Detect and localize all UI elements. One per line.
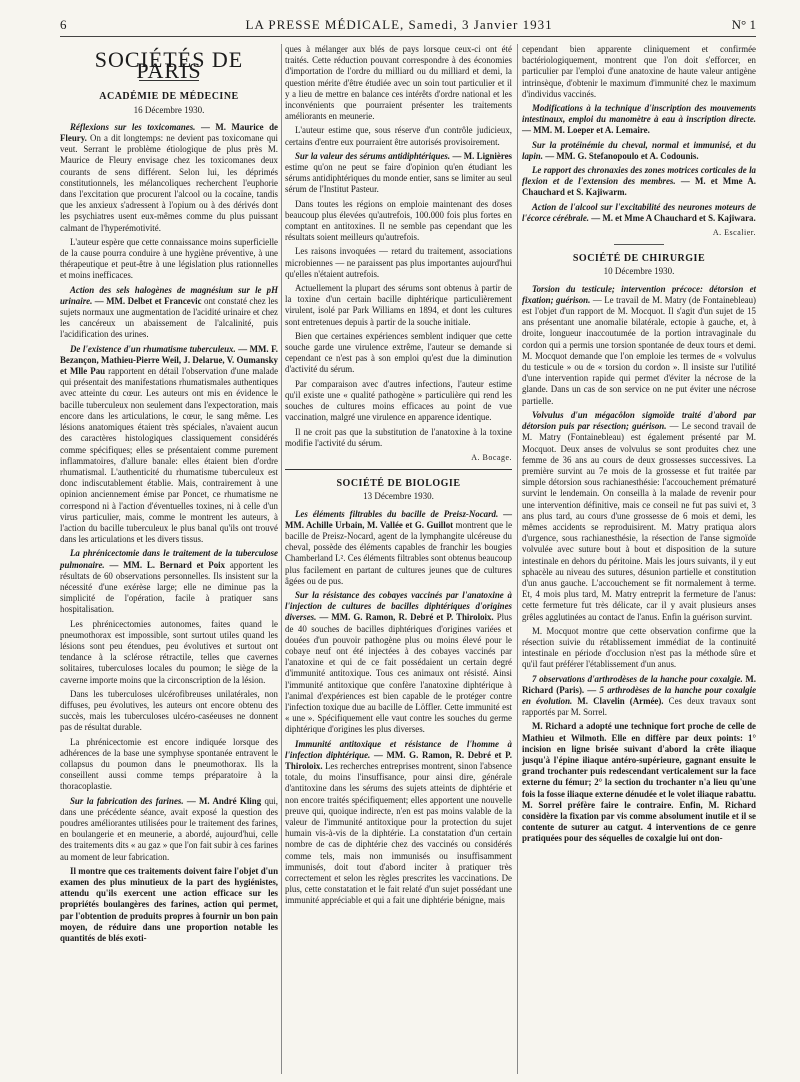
issue-number: N° 1: [731, 17, 756, 32]
column-2: [285, 44, 512, 910]
article: Sur la résistance des cobayes vaccinés par l'anatoxine à l'injection de cultures de bacilles diphtériques d'origines diverses. — MM. G. Ramon, R. Debré et P. Thiroloix. Plus de 40 souches de bacilles diphtériques d'origines variées et douées d'un pouvoir pathogène plus ou moins élevé pour le cobaye neuf ont été injectées à des cobayes vaccinés par l'anatoxine et qui de ce fait possédaient un certain degré d'immunité antitoxique. Tous ces animaux ont résisté. Ainsi l'immunité antitoxique que confère l'anatoxine diphtérique à l'animal d'expériences est bien capable de le protéger contre l'infection toxique due au bacille de Löffler. Cette immunité est « une ». Spécifiquement elle vaut contre les souches du germe diphtérique d'origines les plus diverses.: [285, 589, 513, 735]
page-header: [60, 16, 756, 34]
signature: A. Escalier.: [712, 228, 756, 238]
paragraph: Bien que certaines expériences semblent indiquer que cette souche garde une virulence extrême, l'auteur se demande si cependant ce n'est pas à son emploi qu'est due la diminution d'activité du sérum.: [285, 330, 512, 375]
article: Les éléments filtrables du bacille de Preisz-Nocard. — MM. Achille Urbain, M. Vallée et G. Guillot montrent que le bacille de Preisz-Nocard, agent de la lymphangite ulcéreuse du cheval, possède des éléments capables de franchir les bougies Chamberland L². Ces éléments filtrables sont obtenus beaucoup plus facilement en partant de cultures jeunes que de cultures âgées ou de pus.: [285, 508, 513, 586]
paragraph: cependant bien apparente cliniquement et confirmée bactériologiquement, montrent que l'on doit s'efforcer, en particulier par l'emploi d'une anatoxine de haute valeur antigène intrinsèque, d'obtenir le maximum d'immunité chez le maximum d'individus vaccinés.: [522, 44, 756, 99]
paragraph: L'auteur estime que, sous réserve d'un contrôle judicieux, certains d'entre eux pourraient être autorisés provisoirement.: [285, 125, 512, 147]
session-date: 16 Décembre 1930.: [133, 104, 205, 115]
journal-title: LA PRESSE MÉDICALE, Samedi, 3 Janvier 1931: [245, 17, 553, 32]
article: Réflexions sur les toxicomanes. — M. Maurice de Fleury. On a dit longtemps: ne devient pas toxicomane qui veut. Serrant le problème étiologique de plus près M. Maurice de Fleury envisage chez les toxicomanes deux courants de sens différent. Selon lui, les déprimés constitutionnels, les mélancoliques recherchent l'euphorie dans l'excitation que procurent l'alcool ou la cocaïne, tandis que les anxieux s'adressent à l'opium ou à des dérivés dont les psychiatres usent eux-mêmes comme du plus puissant calmant de l'hyperémotivité.: [60, 121, 279, 233]
paragraph: Dans toutes les régions on emploie maintenant des doses beaucoup plus élevées qu'autrefois, 100.000 fois plus fortes en comptant en antitoxines. Il ne semble pas cependant que les résultats soient meilleurs qu'autrefois.: [285, 198, 512, 243]
article: Le rapport des chronaxies des zones motrices corticales de la flexion et de l'extension des membres. — M. et Mme A. Chauchard et S. Kajiwarm.: [522, 165, 756, 198]
article: Immunité antitoxique et résistance de l'homme à l'infection diphtérique. — MM. G. Ramon, R. Debré et P. Thiroloix. Les recherches entreprises montrent, sinon l'absence totale, du moins l'insuffisance, pour ainsi dire, générale d'antitoxine dans les sérums des sujets atteints de diphtérie et non encore traités spécifiquement; elles apportent une nouvelle preuve qui, quoique indirecte, n'en est pas moins valable de la valeur de l'immunité antitoxique pour la protection du sujet humain vis-à-vis de la diphtérie. La constatation d'un certain nombre de cas de diphtérie chez des vaccinés ou considérés comme tels, mais non immunisés ou insuffisamment immunisés, doit tout d'abord inciter à pratiquer très correctement et selon les règles prescrites les vaccinations. De plus, cette constatation et le fait relaté d'un sujet possédant une immunité appréciable et qui a fait une diphtérie bénigne, mais: [285, 738, 513, 906]
paragraph: Il montre que ces traitements doivent faire l'objet d'un examen des plus minutieux de la part des hygiénistes, attendu qu'ils exercent une action efficace sur les propriétés boulangères des farines, action qui permet, par l'obtention de produits propres à fournir un bon pain moyen, de réduire dans une proportion notable les quantités de blés exoti-: [60, 865, 278, 944]
session-date: 10 Décembre 1930.: [603, 266, 675, 277]
article: Sur la valeur des sérums antidiphtériques. — M. Lignières estime qu'on ne peut se faire d'opinion qu'en étudiant les sérums antidiphtériques du monde entier, sans se limiter au seul sérum de l'Institut Pasteur.: [285, 150, 513, 195]
divider: [285, 469, 512, 470]
section-title: SOCIÉTÉS DE PARIS: [94, 47, 244, 84]
paragraph: M. Mocquot montre que cette observation confirme que la résection suivie du rétablissement immédiat de la continuité intestinale en période d'occlusion n'est pas la méthode sûre et qu'il faut préférer l'établissement d'un anus.: [522, 625, 756, 670]
paragraph: Dans les tuberculoses ulcérofibreuses unilatérales, non diffuses, peu évolutives, les auteurs ont encore obtenu des succès, mais les tuberculoses ulcéro-caséeuses ne donnent pas de résultat durable.: [60, 688, 278, 733]
article: Volvulus d'un mégacôlon sigmoïde traité d'abord par détorsion puis par résection; guérison. — Le second travail de M. Matry (Fontainebleau) est également présenté par M. Mocquot. Deux anses de volvulus se sont produites chez une femme de 36 ans au cours de deux grossesses successives. La première survint au 7e mois de la grossesse et fut traitée par simple détorsion sous rachianesthésie: l'accouchement prématuré survint le lendemain. On conseilla à la malade de revenir pour une intervention définitive, mais ce conseil ne fut pas suivi et, 3 ans plus tard, au cours d'une grossesse de 6 mois et demi, les mêmes accidents se reproduisirent. M. Matry pratiqua alors d'urgence, sous rachianesthésie, la résection de l'anse sigmoïde volvulée avec suture bout à bout et disposition de la suture intestinale en dehors du péritoine. Mais les jours suivants, il y eut sphacèle au niveau des sutures, désunion partielle et constitution d'un anus gauche. L'accouchement se fit normalement à terme. Et, 4 mois plus tard, M. Matry entreprit la fermeture de l'anus: cette fermeture fut très délicate, car il y avait plusieurs anses grêles agglutinées au contact de l'anus. Enfin la guérison survint.: [522, 409, 756, 622]
column-1: [60, 44, 278, 947]
article: Modifications à la technique d'inscription des mouvements intestinaux, emploi du manomètre à eau à inscription directe. — MM. M. Loeper et A. Lemaire.: [522, 103, 756, 136]
column-divider: [281, 44, 282, 1074]
paragraph: Il ne croit pas que la substitution de l'anatoxine à la toxine modifie l'activité du sérum.: [285, 426, 512, 448]
society-heading: SOCIÉTÉ DE CHIRURGIE: [572, 253, 706, 265]
paragraph: Les phrénicectomies autonomes, faites quand le pneumothorax est impossible, sont surtout utiles quand les lésions sont peu étendues, peu évolutives et surtout ont tendance à la sclérose rétractile, telles que cavernes solitaires, tuberculoses locales du poumon; le siège de la caverne importe moins que la circonscription de la lésion.: [60, 618, 278, 685]
paragraph: M. Richard a adopté une technique fort proche de celle de Mathieu et Wilmoth. Elle en diffère par deux points: 1° incision en ligne brisée suivant d'abord la crête iliaque jusqu'à l'épine iliaque antéro-supérieure, gagnant ensuite le grand trochanter puis redescendant verticalement sur la face externe du fémur; 2° la section du trochanter n'a lieu qu'une fois la fosse iliaque externe dénudée et le volet iliaque rabattu. M. Sorrel préfère faire le contraire. Enfin, M. Richard considère la fixation par vis comme absolument inutile et il se contente de suturer au catgut. 4 interventions de ce genre pratiquées pour des séquelles de coxalgie lui ont don-: [522, 721, 756, 844]
article: Torsion du testicule; intervention précoce: détorsion et fixation; guérison. — Le travail de M. Matry (de Fontainebleau) est l'objet d'un rapport de M. Mocquot. Il s'agit d'un sujet de 15 ans présentant une anomalie bilatérale, ectopie à gauche, et, à droite, longueur inaccoutumée de la portion intravaginale du cordon qui a permis une torsion spontanée de deux tours et demi. M. Mocquot demande que l'on emploie les termes de « volvulus du testicule » ou de « torsion du cordon ». Il insiste sur l'utilité d'une intervention rapide qui permet d'éviter la nécrose de la glande. Dans un cas de son service on ne put éviter une nécrose partielle.: [522, 283, 756, 406]
paragraph: La phrénicectomie est encore indiquée lorsque des adhérences de la base une symphyse spontanée entravent le collapsus du poumon dans le pneumothorax. Ils la conseillent aussi comme temps préparatoire à la thoracoplastie.: [60, 736, 278, 792]
article: Sur la fabrication des farines. — M. André Kling qui, dans une précédente séance, avait exposé la question des poudres améliorantes utilisées pour le traitement des farines, en boulangerie et en meunerie, a abordé, aujourd'hui, celle des traitements dits « au gaz » que l'on fait subir à ces farines au moment de leur fabrication.: [60, 795, 279, 862]
signature: A. Bocage.: [471, 452, 512, 462]
divider: [614, 244, 664, 245]
society-heading: ACADÉMIE DE MÉDECINE: [99, 91, 239, 103]
column-divider: [517, 44, 518, 1074]
paragraph: Actuellement la plupart des sérums sont obtenus à partir de la toxine d'un certain bacille diphtérique particulièrement virulent, isolé par Park Williams en 1894, et dont les cultures sont entretenues depuis à partir de la souche initiale.: [285, 283, 512, 327]
article: Action des sels halogènes de magnésium sur le pH urinaire. — MM. Delbet et Francevic ont constaté chez les sujets normaux une augmentation de l'acidité urinaire et chez les cancéreux un abaissement de l'alcalinité, puis l'acidification des urines.: [60, 284, 279, 340]
society-heading: SOCIÉTÉ DE BIOLOGIE: [336, 478, 461, 490]
paragraph: ques à mélanger aux blés de pays lorsque ceux-ci ont été traités. Cette réduction pouvant correspondre à des économies d'importation de l'ordre du milliard ou du milliard et demi, la question mérite d'être étudiée avec un soin tout particulier et il y a lieu de mettre en balance ces intérêts d'ordre national et les inconvénients que pourraient présenter les traitements améliorants en meunerie.: [285, 44, 512, 122]
paragraph: Les raisons invoquées — retard du traitement, associations microbiennes — ne paraissent pas plus importantes aujourd'hui qu'elles n'étaient autrefois.: [285, 246, 512, 279]
article: 7 observations d'arthrodèses de la hanche pour coxalgie. M. Richard (Paris). — 5 arthrodèses de la hanche pour coxalgie en évolution. M. Clavelin (Armée). Ces deux travaux sont rapportés par M. Sorrel.: [522, 673, 757, 718]
header-rule: [60, 36, 756, 37]
article: Action de l'alcool sur l'excitabilité des neurones moteurs de l'écorce cérébrale. — M. et Mme A Chauchard et S. Kajiwara.: [522, 201, 756, 223]
article: La phrénicectomie dans le traitement de la tuberculose pulmonaire. — MM. L. Bernard et Poix apportent les résultats de 60 observations personnelles. Ils insistent sur la nécessité d'une exérèse large; elle ne diminue pas la simplicité de l'opération, facile à pratiquer sans hospitalisation.: [60, 548, 279, 615]
session-date: 13 Décembre 1930.: [363, 491, 434, 502]
paragraph: L'auteur espère que cette connaissance moins superficielle de la cause pourra conduire à une hygiène préventive, à une thérapeutique et peut-être à une législation plus rationnelles et moins inefficaces.: [60, 236, 278, 281]
article: Sur la protéinémie du cheval, normal et immunisé, et du lapin. — MM. G. Stefanopoulo et A. Codounis.: [522, 139, 756, 161]
page-number: 6: [60, 17, 67, 32]
article: De l'existence d'un rhumatisme tuberculeux. — MM. F. Bezançon, Mathieu-Pierre Weil, J. Delarue, V. Oumansky et Mlle Pau rapportent en détail l'observation d'une malade qui présentait des manifestations rhumatismales authentiques avec atteinte du cœur. Les auteurs ont mis en évidence le bacille tuberculeux non seulement dans l'expectoration, mais encore dans les articulations, le cœur, le sang même. Les lésions anatomiques étaient très spéciales, n'avaient aucun des caractères histologiques classiquement considérés comme spécifiques; elles se présentaient comme purement inflammatoires, d'allure banale: elles étaient bien d'ordre rhumatismal. L'authenticité du rhumatisme tuberculeux est donc indiscutablement établie. Mais, contrairement à une opinion anciennement émise par Poncet, ce rhumatisme ne correspond ni à l'action d'éventuelles toxines, ni à celle d'un virus particulier, mais, comme le montrent les auteurs, à l'action du bacille tuberculeux le plus banal qu'ils ont trouvé dans les articulations et les divers tissus.: [60, 343, 279, 545]
paragraph: Par comparaison avec d'autres infections, l'auteur estime qu'il existe une « qualité pathogène » particulière qui rend les souches de cultures moins efficaces au point de vue vaccination, malgré une virulence en apparence identique.: [285, 378, 512, 423]
column-3: [522, 44, 756, 848]
